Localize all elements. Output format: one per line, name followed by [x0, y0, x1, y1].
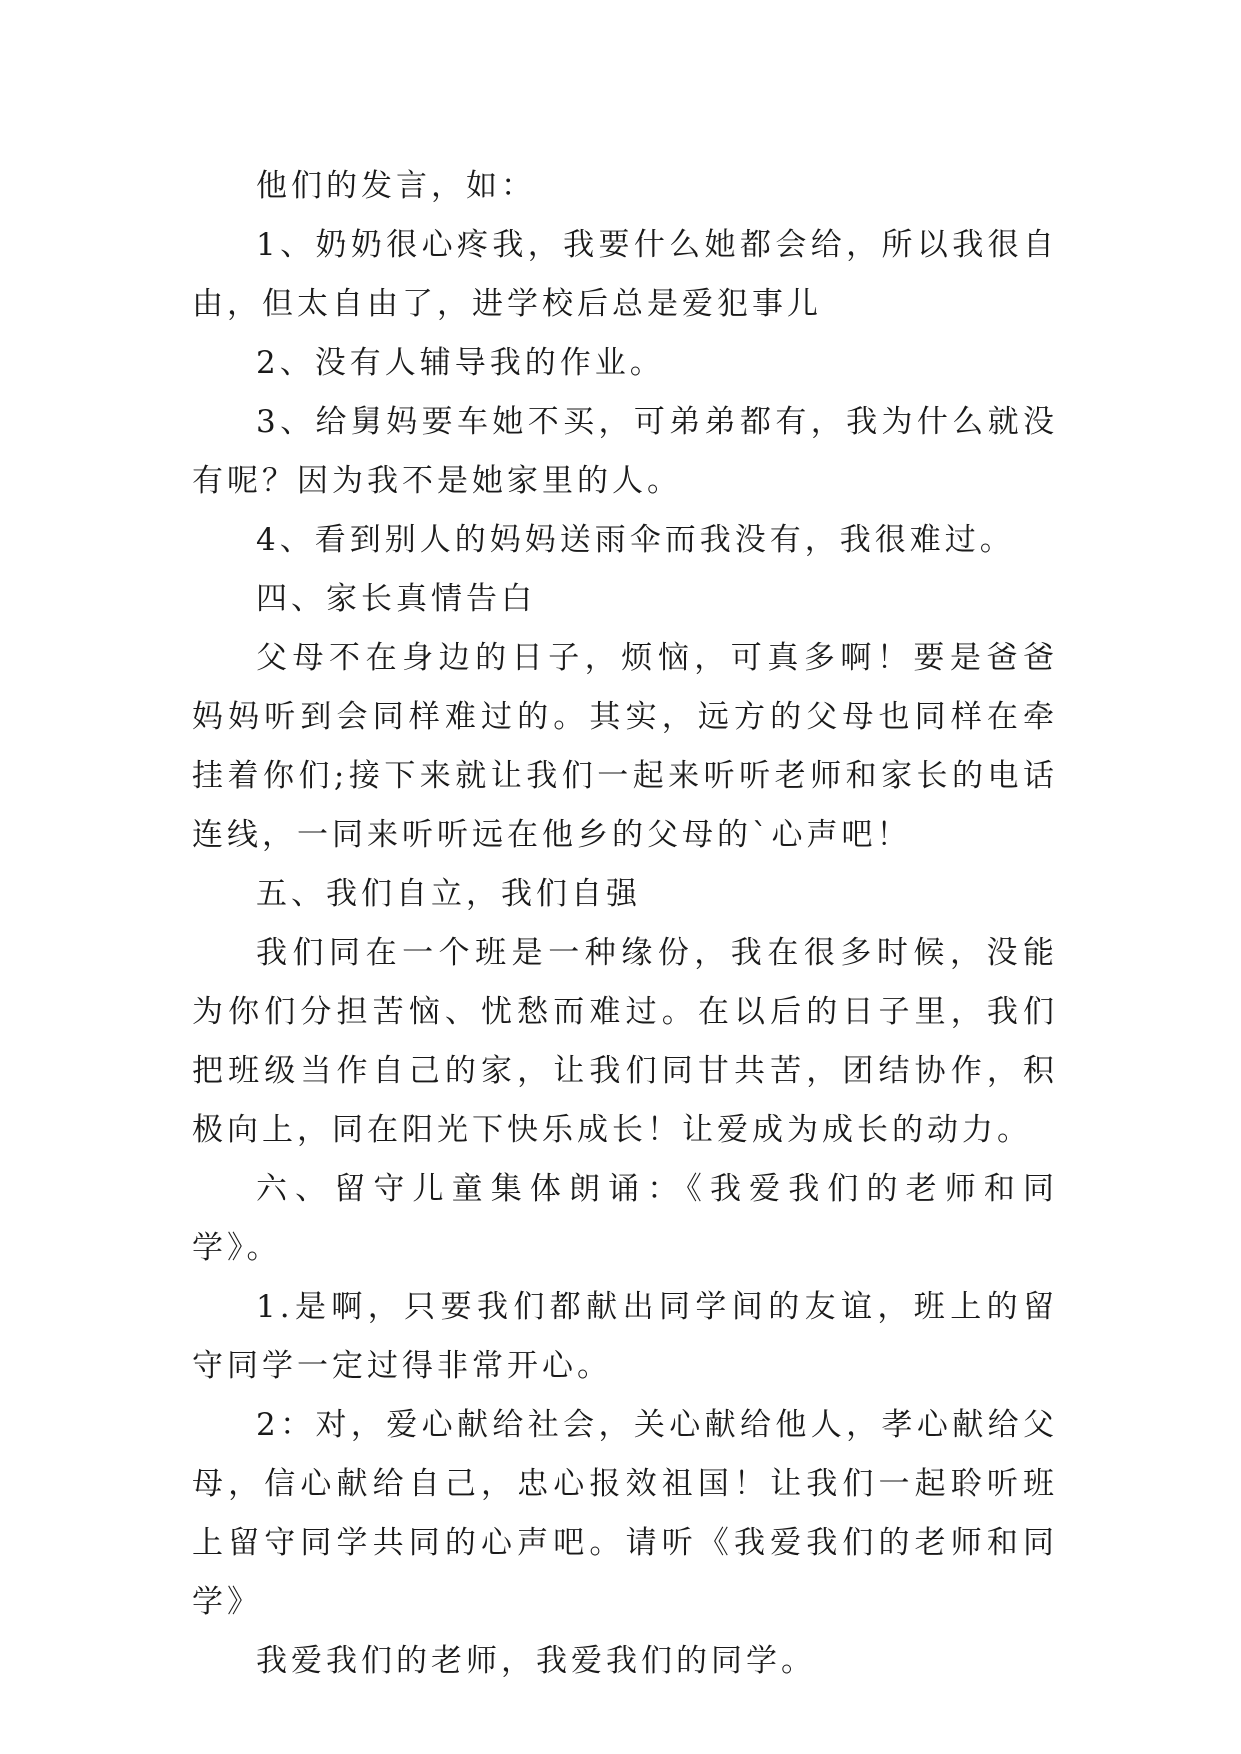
paragraph: 1、奶奶很心疼我，我要什么她都会给，所以我很自由，但太自由了，进学校后总是爱犯事儿: [192, 227, 1058, 322]
section-heading: 六、留守儿童集体朗诵：《我爱我们的老师和同学》。: [192, 1171, 1058, 1266]
document-body: [192, 157, 1058, 1691]
section-heading: 五、我们自立，我们自强: [256, 876, 641, 912]
paragraph: 2、没有人辅导我的作业。: [256, 345, 665, 381]
paragraph: 他们的发言，如：: [256, 168, 536, 204]
paragraph: 我爱我们的老师，我爱我们的同学。: [256, 1643, 816, 1679]
paragraph: 1.是啊，只要我们都献出同学间的友谊，班上的留守同学一定过得非常开心。: [192, 1289, 1058, 1384]
paragraph: 父母不在身边的日子，烦恼，可真多啊！要是爸爸妈妈听到会同样难过的。其实，远方的父母也同样在牵挂着你们;接下来就让我们一起来听听老师和家长的电话连线，一同来听听远在他乡的父母的`心声吧！: [192, 640, 1058, 853]
paragraph: 2：对，爱心献给社会，关心献给他人，孝心献给父母，信心献给自己，忠心报效祖国！让我们一起聆听班上留守同学共同的心声吧。请听《我爱我们的老师和同学》: [192, 1407, 1058, 1620]
paragraph: 3、给舅妈要车她不买，可弟弟都有，我为什么就没有呢？因为我不是她家里的人。: [192, 404, 1058, 499]
paragraph: 我们同在一个班是一种缘份，我在很多时候，没能为你们分担苦恼、忧愁而难过。在以后的日子里，我们把班级当作自己的家，让我们同甘共苦，团结协作，积极向上，同在阳光下快乐成长！让爱成为成长的动力。: [192, 935, 1058, 1148]
paragraph: 4、看到别人的妈妈送雨伞而我没有，我很难过。: [256, 522, 1015, 558]
section-heading: 四、家长真情告白: [256, 581, 536, 617]
